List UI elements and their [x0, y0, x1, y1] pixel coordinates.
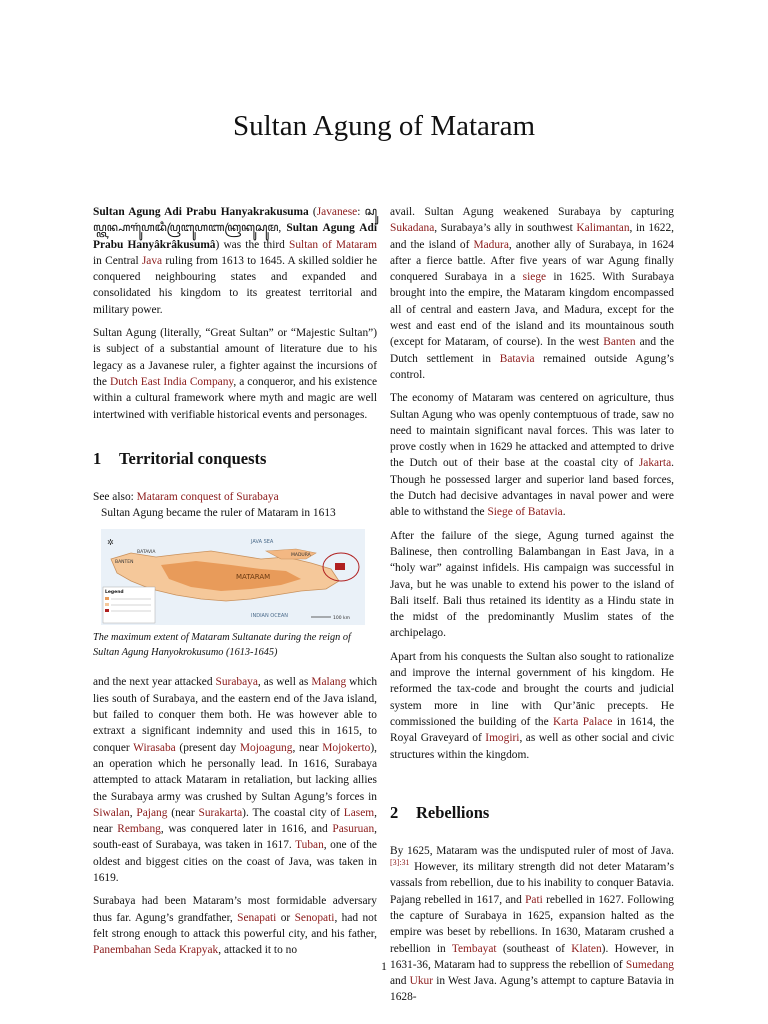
map-scale: 100 km [333, 616, 351, 622]
section1-lead: Sultan Agung became the ruler of Mataram in 1613 [101, 507, 336, 520]
javanese-link[interactable]: Javanese [316, 206, 358, 218]
map-legend-title: Legend [105, 590, 124, 596]
karta-palace-link[interactable]: Karta Palace [553, 715, 613, 728]
page-number: 1 [381, 961, 387, 973]
see-also: See also: Mataram conquest of Surabaya [93, 490, 279, 503]
svg-text:✲: ✲ [107, 538, 114, 548]
sukadana-link[interactable]: Sukadana [390, 222, 435, 235]
siwalan-link[interactable]: Siwalan [93, 806, 130, 819]
rembang-link[interactable]: Rembang [117, 823, 161, 836]
tembayat-link[interactable]: Tembayat [451, 942, 497, 955]
rebellions-paragraph: By 1625, Mataram was the undisputed ruler of most of Java.$^{[3]:31}$ However, its military strength did not deter Mataram’s vassals from rebellion, due to his inability to conquer Batavia. Pajang rebelled in 1617, and Pati rebelled in 1627. Following the capture of Surabaya in 1625, expansion halted as the empire was beset by rebellions. In 1630, Mataram crushed a rebellion in Tembayat (southeast of Klaten). However, in 1631-36, Mataram had to suppress the rebellion of Sumedang and Ukur in West Java. Agung’s attempt to capture Batavia in 1628- [390, 844, 674, 1004]
adversary-paragraph: Surabaya had been Mataram’s most formidable adversary thus far. Agung’s grandfather, Senapati or Senopati, had not felt strong enough to attack this powerful city, and his father, Panembahan Seda Krapyak, attacked it to no [93, 895, 377, 957]
legacy-paragraph: Sultan Agung (literally, “Great Sultan” or “Majestic Sultan”) is subject of a substantial amount of literature due to his legacy as a Javanese ruler, a fighter against the incursions of the Dutch East India Company, a conqueror, and his existence within a cultural framework where myth and magic are well intertwined with verifiable historical events and personages. [93, 327, 378, 421]
subject-name: Sultan Agung Adi Prabu Hanyakrakusuma [93, 206, 309, 218]
surabaya-campaign-paragraph: avail. Sultan Agung weakened Surabaya by capturing Sukadana, Surabaya’s ally in southwest Kalimantan, in 1622, and the island of Madura, another ally of Surabaya, in 1624 after a fierce battle. After five years of war Agung finally conquered Surabaya in a siege in 1625. With Surabaya brought into the empire, the Mataram kingdom encompassed all of central and eastern Java, and Madura, except for the west and east end of the island and its mountainous south (except for Mataram, of course). In the west Banten and the Dutch settlement in Batavia remained outside Agung’s control. [390, 206, 675, 381]
lasem-link[interactable]: Lasem [343, 806, 375, 819]
mojokerto-link[interactable]: Mojokerto [322, 741, 371, 754]
java-link[interactable]: Java [141, 254, 163, 267]
surabaya-link[interactable]: Surabaya [215, 676, 258, 689]
map-label-ocean: INDIAN OCEAN [251, 613, 289, 620]
siege-link[interactable]: siege [522, 271, 547, 284]
batavia-link[interactable]: Batavia [499, 352, 535, 365]
map-label-batavia: BATAVIA [137, 550, 156, 556]
intro-paragraph: Sultan Agung Adi Prabu Hanyakrakusuma (Javanese: ꦱꦸꦭ꧀ꦠꦤ꧀ꦲꦒꦸꦁꦲꦢꦶꦥꦿꦧꦸꦲꦚꦏꦿꦏꦸꦱꦸꦩ, Sultan Agung Adi Prabu Hanyâkrâkusumâ) was the third Sultan of Mataram in Central Java ruling from 1613 to 1645. A skilled soldier he conquered neighbouring states and expanded and consolidated his kingdom to its greatest territorial and military power. [93, 206, 378, 316]
pajang-link[interactable]: Pajang [136, 806, 168, 819]
banten-link[interactable]: Banten [603, 336, 636, 349]
imogiri-link[interactable]: Imogiri [485, 732, 520, 745]
map-label-sea: JAVA SEA [251, 539, 274, 546]
reform-paragraph: Apart from his conquests the Sultan also sought to rationalize and improve the internal government of his kingdom. He reformed the tax-code and brought the courts and judicial system more in line with Qur’ānic precepts. He commissioned the building of the Karta Palace in 1614, the Royal Graveyard of Imogiri, as well as other social and civic structures within the kingdom. [390, 650, 674, 761]
voc-link[interactable]: Dutch East India Company [109, 375, 234, 388]
klaten-link[interactable]: Klaten [571, 942, 602, 955]
section-heading-rebellions: 2 Rebellions [390, 802, 490, 822]
senopati-link[interactable]: Senopati [294, 911, 335, 924]
malang-link[interactable]: Malang [311, 676, 347, 689]
economy-paragraph: The economy of Mataram was centered on agriculture, thus Sultan Agung who was openly contemptuous of trade, saw no need to maintain significant naval forces. This was later to prove costly when in 1629 he attacked and attempted to drive the Dutch out of their base at the coastal city of Jakarta. Though he possessed larger and superior land based forces, the Dutch had decisive advantages in naval power and were able to withstand the Siege of Batavia. [390, 392, 674, 519]
pati-link[interactable]: Pati [525, 893, 543, 906]
jakarta-link[interactable]: Jakarta [638, 457, 672, 470]
surakarta-link[interactable]: Surakarta [198, 806, 243, 819]
sultan-of-mataram-link[interactable]: Sultan of Mataram [289, 238, 378, 251]
pasuruan-link[interactable]: Pasuruan [332, 823, 375, 836]
map-image [101, 529, 365, 625]
right-column [390, 204, 674, 1013]
mataram-map-figure [101, 529, 365, 625]
left-column [93, 204, 377, 966]
sumedang-link[interactable]: Sumedang [625, 958, 674, 971]
wirasaba-link[interactable]: Wirasaba [133, 741, 176, 754]
ukur-link[interactable]: Ukur [409, 975, 434, 988]
conquest-paragraph: and the next year attacked Surabaya, as well as Malang which lies south of Surabaya, and the eastern end of the Java island, but failed to conquer them both. He was however able to extraxt a significant indemnity and used this in 1615, to conquer Wirasaba (present day Mojoagung, near Mojokerto), an operation which he personally lead. In 1616, Surabaya attempted to attack Mataram in retaliation, but lacking allies the Surabaya army was crushed by Sultan Agung’s forces in Siwalan, Pajang (near Surakarta). The coastal city of Lasem, near Rembang, was conquered later in 1616, and Pasuruan, south-east of Surabaya, was taken in 1617. Tuban, one of the oldest and biggest cities on the coast of Java, was taken in 1619. [93, 676, 378, 885]
page-title: Sultan Agung of Mataram [232, 110, 536, 142]
siege-of-batavia-link[interactable]: Siege of Batavia [487, 506, 563, 519]
section-heading-territorial-conquests: 1 Territorial conquests [93, 448, 267, 468]
map-label-mataram: MATARAM [236, 573, 271, 582]
javanese-script: ꦱꦸꦭ꧀ꦠꦤ꧀ꦲꦒꦸꦁꦲꦢꦶꦥꦿꦧꦸꦲꦚꦏꦿꦏꦸꦱꦸꦩ [93, 206, 377, 235]
tuban-link[interactable]: Tuban [295, 839, 324, 852]
senapati-link[interactable]: Senapati [237, 911, 277, 924]
kalimantan-link[interactable]: Kalimantan [576, 222, 630, 235]
subject-name-javanese: Sultan Agung Adi Prabu Hanyâkrâkusumâ [93, 222, 377, 251]
madura-link[interactable]: Madura [473, 238, 509, 251]
map-caption: The maximum extent of Mataram Sultanate during the reign of Sultan Agung Hanyokrokusumo (1613-1645) [93, 632, 351, 658]
bali-paragraph: After the failure of the siege, Agung turned against the Balinese, then controlling Balambangan in East Java, in a “holy war” against infidels. His campaign was successful in Java, but he was unable to extend his power to the island of Bali itself. Bali thus retained its identity as a Hindu state in the midst of the predominantly Muslim states of the archipelago. [390, 529, 674, 640]
map-label-banten: BANTEN [115, 560, 134, 566]
panembahan-link[interactable]: Panembahan Seda Krapyak [93, 944, 219, 957]
reference-link[interactable]: [3]:31 [390, 858, 410, 868]
mojoagung-link[interactable]: Mojoagung [239, 741, 293, 754]
see-also-link[interactable]: Mataram conquest of Surabaya [136, 490, 279, 503]
map-label-madura: MADURA [291, 553, 311, 559]
